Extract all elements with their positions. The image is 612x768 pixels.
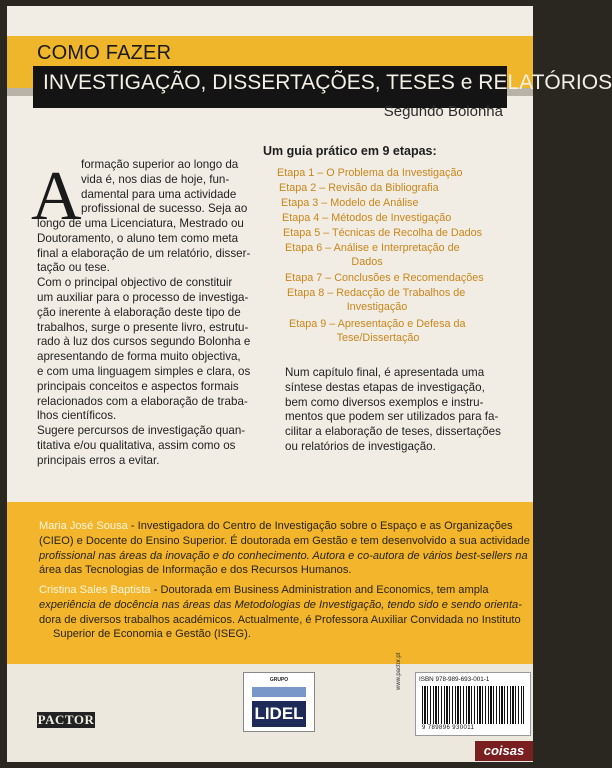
lidel-logo-bar xyxy=(252,687,306,697)
intro-line: rado à luz dos cursos segundo Bolonha e xyxy=(37,335,251,349)
final-line: ou relatórios de investigação. xyxy=(285,439,436,453)
step-5: Etapa 5 – Técnicas de Recolha de Dados xyxy=(283,227,483,239)
final-line: Num capítulo final, é apresentada uma xyxy=(285,366,485,379)
intro-line: damental para uma actividade xyxy=(81,187,237,201)
step-3: Etapa 3 – Modelo de Análise xyxy=(281,197,419,209)
step-6: Etapa 6 – Análise e Interpretação de xyxy=(285,242,460,254)
intro-line: Doutoramento, o aluno tem como meta xyxy=(37,231,239,245)
author-bio-line: - Investigadora do Centro de Investigação sobre o Espaço e as Organizações xyxy=(127,520,513,532)
intro-line: um auxiliar para o processo de investiga- xyxy=(37,290,249,304)
lidel-logo xyxy=(243,672,315,732)
intro-line: apresentando de forma muito objectiva, xyxy=(37,350,241,364)
drop-cap: A xyxy=(31,158,82,235)
step-1: Etapa 1 – O Problema da Investigação xyxy=(277,167,463,179)
intro-line: principais conceitos e aspectos formais xyxy=(37,379,239,393)
coisas-sticker: coisas xyxy=(475,741,533,761)
author-bio-line: - Doutorada em Business Administration and Economics, tem ampla xyxy=(150,584,489,596)
intro-line: lhos científicos. xyxy=(37,409,117,423)
title-line-1: COMO FAZER xyxy=(37,42,172,64)
barcode-number: 9 789896 930011 xyxy=(422,725,475,731)
isbn-barcode-label xyxy=(415,672,531,736)
guide-title: Um guia prático em 9 etapas: xyxy=(263,144,437,158)
intro-line: ção inerente à elaboração deste tipo de xyxy=(37,305,241,319)
group-label: GRUPO xyxy=(269,677,289,683)
intro-paragraph xyxy=(37,217,250,469)
step-8: Etapa 8 – Redacção de Trabalhos de xyxy=(287,287,466,299)
publisher-url: www.pactor.pt xyxy=(396,652,402,690)
step-9-continued: Tese/Dissertação xyxy=(336,332,420,344)
book-back-cover xyxy=(7,6,612,762)
step-8-continued: Investigação xyxy=(346,301,408,313)
author-bio-line: experiência de docência nas áreas das Metodologias de Investigação, tendo sido e sendo orienta- xyxy=(39,598,522,611)
intro-line: Com o principal objectivo de constituir xyxy=(37,276,233,290)
intro-line: formação superior ao longo da xyxy=(81,158,239,171)
author-name: Maria José Sousa xyxy=(39,520,128,532)
title-line-2: INVESTIGAÇÃO, DISSERTAÇÕES, TESES e RELATÓRIOS xyxy=(43,71,612,94)
intro-line: profissional de sucesso. Seja ao xyxy=(81,202,248,216)
isbn-text: ISBN 978-989-693-001-1 xyxy=(419,676,490,683)
author-bio-line: área das Tecnologias de Informação e dos Recursos Humanos. xyxy=(39,564,352,577)
intro-line: final a elaboração de um relatório, disser- xyxy=(37,246,251,260)
intro-line: titativa e/ou qualitativa, assim como os xyxy=(37,438,236,452)
final-chapter-paragraph xyxy=(285,366,501,455)
intro-line: longo de uma Licenciatura, Mestrado ou xyxy=(37,217,244,230)
intro-line: trabalhos, surge o presente livro, estrutu- xyxy=(37,320,249,334)
author-bio-2 xyxy=(39,583,522,642)
intro-line: principais erros a evitar. xyxy=(37,453,160,467)
intro-line: e com uma linguagem simples e clara, os xyxy=(37,364,251,378)
intro-line: relacionados com a elaboração de traba- xyxy=(37,394,248,408)
step-4: Etapa 4 – Métodos de Investigação xyxy=(282,212,452,224)
final-line: síntese destas etapas de investigação, xyxy=(285,380,485,394)
author-bio-line: (CIEO) e Docente do Ensino Superior. É doutorada em Gestão e tem desenvolvido a sua actividade xyxy=(39,534,530,547)
author-bio-line: Superior de Economia e Gestão (ISEG). xyxy=(53,628,251,641)
step-9: Etapa 9 – Apresentação e Defesa da xyxy=(289,318,466,330)
barcode-icon xyxy=(422,686,524,724)
author-bio-line: profissional nas áreas da inovação e do conhecimento. Autora e co-autora de vários best-sellers na xyxy=(39,549,528,562)
subtitle: Segundo Bolonha xyxy=(383,103,503,120)
pactor-logo: PACTOR xyxy=(37,712,95,727)
author-bio-line: dora de diversos trabalhos académicos. Actualmente, é Professora Auxiliar Convidada no Instituto xyxy=(39,613,521,626)
final-line: cilitar a elaboração de teses, dissertações xyxy=(285,425,501,439)
final-line: mentos que podem ser utilizados para fa- xyxy=(285,410,499,424)
final-line: bem como diversos exemplos e instru- xyxy=(285,395,484,409)
step-2: Etapa 2 – Revisão da Bibliografia xyxy=(279,182,439,194)
intro-line: tação ou tese. xyxy=(37,261,110,275)
author-bio-1 xyxy=(39,519,530,578)
step-6-continued: Dados xyxy=(351,256,383,268)
author-name: Cristina Sales Baptista xyxy=(39,584,151,596)
intro-paragraph-wrapped xyxy=(81,158,247,217)
lidel-wordmark: LIDEL xyxy=(252,701,306,727)
intro-line: Sugere percursos de investigação quan- xyxy=(37,424,246,438)
intro-line: vida é, nos dias de hoje, fun- xyxy=(81,172,230,186)
step-7: Etapa 7 – Conclusões e Recomendações xyxy=(285,272,484,284)
